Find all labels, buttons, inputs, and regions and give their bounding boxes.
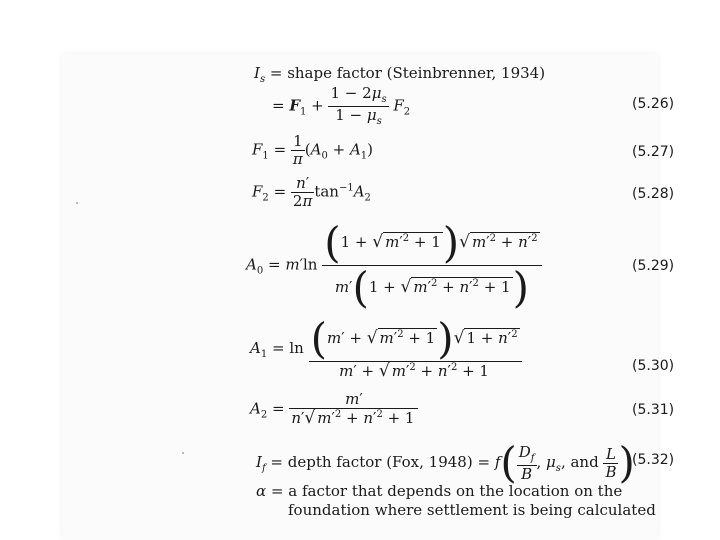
scan-speck bbox=[76, 202, 78, 204]
scan-speck bbox=[182, 452, 184, 454]
equation-5-26: = $F_1$ + $\frac{1 - 2\mu_s}{1 - \mu_s}$ $F_2$ bbox=[272, 84, 411, 127]
fraction-poisson: $\frac{1 - 2\mu_s}{1 - \mu_s}$ bbox=[330, 84, 387, 127]
depth-factor-definition: $I_f$ = depth factor (Fox, 1948) = f( $\frac{D_f}{B}$ , $\mu_s$, and $\frac{L}{B}$ ) bbox=[256, 438, 635, 487]
symbol-if: I bbox=[256, 453, 262, 471]
symbol-if-sub: f bbox=[261, 463, 266, 474]
shape-factor-definition bbox=[254, 66, 545, 85]
symbol-is-sub: s bbox=[259, 74, 266, 85]
symbol-is: I bbox=[254, 64, 260, 82]
equation-5-28: $F_2$ = $\frac{n'}{2\pi}$ $\tan^{-1}A_2$ bbox=[252, 174, 371, 210]
equation-5-27: $F_1$ = $\frac{1}{\pi}$ $(A_0 + A_1)$ bbox=[252, 132, 374, 168]
equation-number-5-28: (5.28) bbox=[632, 186, 675, 202]
shape-factor-text: = shape factor (Steinbrenner, 1934) bbox=[269, 64, 546, 82]
fraction-a0: $\frac{(1 + √ m'^2 + 1)√ m'^2 + n'^2}{m'(1 + √ m'^2 + n'^2 + 1)}$ bbox=[322, 222, 541, 309]
alpha-text-line-2: foundation where settlement is being calculated bbox=[288, 501, 656, 519]
equation-number-5-31: (5.31) bbox=[632, 402, 675, 418]
fraction-df-b: $\frac{D_f}{B}$ bbox=[518, 442, 535, 483]
fraction-l-b: $\frac{L}{B}$ bbox=[605, 444, 617, 481]
fraction-a1: $\frac{(m' + √ m'^2 + 1)√ 1 + n'^2}{m' + √ m'^2 + n'^2 + 1}$ bbox=[309, 318, 522, 380]
fraction-n-over-2pi: $\frac{n'}{2\pi}$ bbox=[292, 174, 313, 210]
alpha-definition bbox=[256, 484, 622, 499]
equation-number-5-26: (5.26) bbox=[632, 96, 675, 112]
fraction-one-over-pi: $\frac{1}{\pi}$ bbox=[292, 132, 303, 168]
equation-5-29: $A_0 = m'\ln$ $\frac{(1 + √ m'^2 + 1)√ m'^2 + n'^2}{m'(1 + √ m'^2 + n'^2 + 1)}$ bbox=[246, 222, 542, 309]
equation-number-5-29: (5.29) bbox=[632, 258, 675, 274]
equation-5-31: $A_2$ = $\frac{m'}{n'√ m'^2 + n'^2 + 1}$ bbox=[250, 392, 418, 427]
equation-5-30: $A_1 = \ln$ $\frac{(m' + √ m'^2 + 1)√ 1 + n'^2}{m' + √ m'^2 + n'^2 + 1}$ bbox=[250, 318, 522, 380]
alpha-definition-continued bbox=[288, 503, 656, 518]
fraction-a2: $\frac{m'}{n'√ m'^2 + n'^2 + 1}$ bbox=[289, 392, 418, 427]
symbol-alpha: α bbox=[256, 482, 267, 500]
alpha-text-line-1: = a factor that depends on the location on the bbox=[270, 482, 623, 500]
equation-number-5-30: (5.30) bbox=[632, 358, 675, 374]
depth-factor-text: = depth factor (Fox, 1948) = bbox=[270, 453, 491, 471]
equation-number-5-32: (5.32) bbox=[632, 452, 675, 468]
equation-number-5-27: (5.27) bbox=[632, 144, 675, 160]
